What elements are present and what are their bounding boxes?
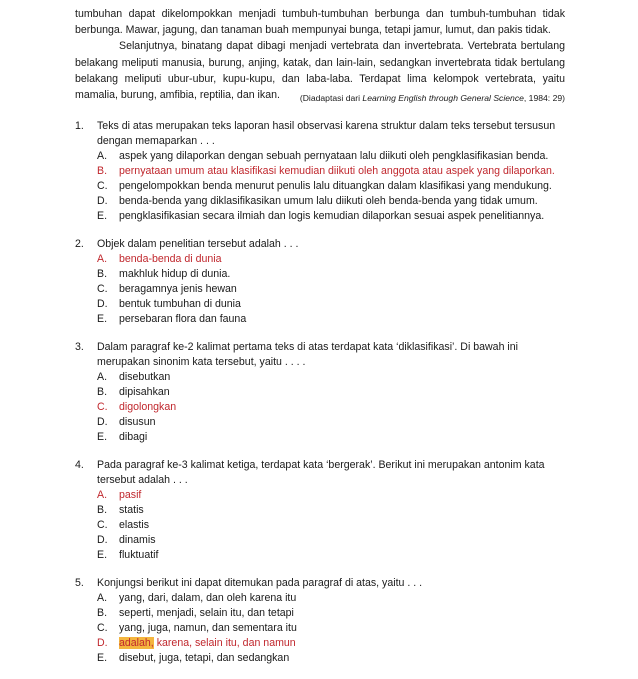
intro-paragraph-1: tumbuhan dapat dikelompokkan menjadi tumbuh-tumbuhan berbunga dan tumbuh-tumbuhan tidak berbunga. Mawar, jagung, dan tanaman buah mempunyai bunga, tetapi jamur, lumut, dan pakis tidak. bbox=[75, 8, 565, 37]
option-letter: A. bbox=[97, 150, 108, 162]
option-letter: D. bbox=[97, 298, 108, 310]
option-letter: A. bbox=[97, 371, 108, 383]
option-text: pengelompokkan benda menurut penulis lalu dituangkan dalam klasifikasi yang mendukung. bbox=[119, 180, 552, 192]
intro-paragraph-2: Selanjutnya, binatang dapat dibagi menjadi vertebrata dan invertebrata. Vertebrata bertulang belakang meliputi manusia, burung, anjing, katak, dan lain-lain, sedangkan invertebrata tidak bertulang belakang meliputi ubur-ubur, kupu-kupu, dan laba-laba. Terdapat lima kelompok vertebrata, yaitu mamalia, burung, amfibia, reptilia, dan ikan. bbox=[75, 40, 565, 102]
source-title: Learning English through General Science bbox=[362, 93, 524, 103]
option-b-answer bbox=[75, 164, 570, 179]
option-letter: A. bbox=[97, 489, 108, 501]
source-suffix: , 1984: 29) bbox=[523, 93, 565, 103]
option-letter: A. bbox=[97, 253, 108, 265]
option-text: statis bbox=[119, 504, 144, 516]
option-letter: E. bbox=[97, 652, 108, 664]
option-c bbox=[75, 621, 570, 636]
option-letter: C. bbox=[97, 622, 108, 634]
option-a bbox=[75, 591, 570, 606]
intro-text bbox=[75, 6, 565, 103]
highlighted-word: adalah, bbox=[119, 637, 154, 649]
option-text: fluktuatif bbox=[119, 549, 159, 561]
source-citation bbox=[75, 93, 565, 103]
option-b bbox=[75, 503, 570, 518]
option-text: pernyataan umum atau klasifikasi kemudian diikuti oleh anggota atau aspek yang dilaporkan. bbox=[119, 165, 555, 177]
option-e bbox=[75, 312, 570, 327]
option-letter: C. bbox=[97, 401, 108, 413]
option-letter: C. bbox=[97, 283, 108, 295]
source-prefix: (Diadaptasi dari bbox=[299, 93, 363, 103]
question-1 bbox=[75, 119, 570, 224]
option-text: seperti, menjadi, selain itu, dan tetapi bbox=[119, 607, 294, 619]
option-text: aspek yang dilaporkan dengan sebuah pernyataan lalu diikuti oleh pengklasifikasian benda. bbox=[119, 150, 549, 162]
option-text: persebaran flora dan fauna bbox=[119, 313, 247, 325]
option-a bbox=[75, 370, 570, 385]
option-text: elastis bbox=[119, 519, 150, 531]
option-e bbox=[75, 430, 570, 445]
option-letter: B. bbox=[97, 165, 108, 177]
option-text: disusun bbox=[119, 416, 156, 428]
question-number: 2. bbox=[75, 238, 84, 250]
option-b bbox=[75, 606, 570, 621]
question-text: Pada paragraf ke-3 kalimat ketiga, terdapat kata ‘bergerak’. Berikut ini merupakan antonim kata tersebut adalah . . . bbox=[97, 459, 545, 486]
option-c bbox=[75, 282, 570, 297]
option-text: yang, juga, namun, dan sementara itu bbox=[119, 622, 297, 634]
option-c bbox=[75, 518, 570, 533]
option-d bbox=[75, 533, 570, 548]
question-text: Objek dalam penelitian tersebut adalah . . . bbox=[97, 238, 299, 250]
option-letter: B. bbox=[97, 504, 108, 516]
option-text: dibagi bbox=[119, 431, 148, 443]
option-a-answer bbox=[75, 488, 570, 503]
question-4 bbox=[75, 458, 570, 563]
option-a bbox=[75, 149, 570, 164]
question-text: Konjungsi berikut ini dapat ditemukan pada paragraf di atas, yaitu . . . bbox=[97, 577, 423, 589]
option-c bbox=[75, 179, 570, 194]
option-letter: E. bbox=[97, 549, 108, 561]
option-d bbox=[75, 297, 570, 312]
option-d bbox=[75, 194, 570, 209]
option-e bbox=[75, 209, 570, 224]
option-letter: B. bbox=[97, 268, 108, 280]
question-2 bbox=[75, 237, 570, 327]
option-letter: E. bbox=[97, 210, 108, 222]
question-number: 4. bbox=[75, 459, 84, 471]
option-letter: D. bbox=[97, 534, 108, 546]
option-text: yang, dari, dalam, dan oleh karena itu bbox=[119, 592, 297, 604]
option-letter: E. bbox=[97, 313, 108, 325]
question-number: 5. bbox=[75, 577, 84, 589]
option-text: benda-benda di dunia bbox=[119, 253, 222, 265]
question-number: 3. bbox=[75, 341, 84, 353]
option-b bbox=[75, 267, 570, 282]
option-text: beragamnya jenis hewan bbox=[119, 283, 237, 295]
option-letter: B. bbox=[97, 607, 108, 619]
option-text bbox=[119, 636, 570, 651]
question-list bbox=[75, 119, 570, 679]
option-text: digolongkan bbox=[119, 401, 177, 413]
option-c-answer bbox=[75, 400, 570, 415]
option-a-answer bbox=[75, 252, 570, 267]
option-letter: E. bbox=[97, 431, 108, 443]
option-letter: C. bbox=[97, 519, 108, 531]
option-text: makhluk hidup di dunia. bbox=[119, 268, 231, 280]
option-text: bentuk tumbuhan di dunia bbox=[119, 298, 241, 310]
option-letter: D. bbox=[97, 416, 108, 428]
option-b bbox=[75, 385, 570, 400]
option-d bbox=[75, 415, 570, 430]
option-letter: C. bbox=[97, 180, 108, 192]
question-3 bbox=[75, 340, 570, 445]
option-e bbox=[75, 548, 570, 563]
option-text-rest: karena, selain itu, dan namun bbox=[153, 637, 296, 649]
option-letter: B. bbox=[97, 386, 108, 398]
option-letter: D. bbox=[97, 637, 108, 649]
option-text: dipisahkan bbox=[119, 386, 170, 398]
option-e bbox=[75, 651, 570, 666]
option-letter: A. bbox=[97, 592, 108, 604]
option-text: pasif bbox=[119, 489, 142, 501]
option-text: disebut, juga, tetapi, dan sedangkan bbox=[119, 652, 290, 664]
option-text: benda-benda yang diklasifikasikan umum lalu diikuti oleh benda-benda yang tidak umum. bbox=[119, 195, 538, 207]
question-5 bbox=[75, 576, 570, 666]
option-letter: D. bbox=[97, 195, 108, 207]
option-text: pengklasifikasian secara ilmiah dan logis kemudian dilaporkan sesuai aspek penelitiannya. bbox=[119, 210, 545, 222]
question-text: Teks di atas merupakan teks laporan hasil observasi karena struktur dalam teks tersebut tersusun dengan memaparkan . . . bbox=[97, 120, 556, 147]
option-text: dinamis bbox=[119, 534, 156, 546]
option-text: disebutkan bbox=[119, 371, 171, 383]
question-text: Dalam paragraf ke-2 kalimat pertama teks di atas terdapat kata ‘diklasifikasi’. Di bawah ini merupakan sinonim kata tersebut, yaitu . . . . bbox=[97, 341, 518, 368]
option-d-answer bbox=[75, 636, 570, 651]
question-number: 1. bbox=[75, 120, 84, 132]
